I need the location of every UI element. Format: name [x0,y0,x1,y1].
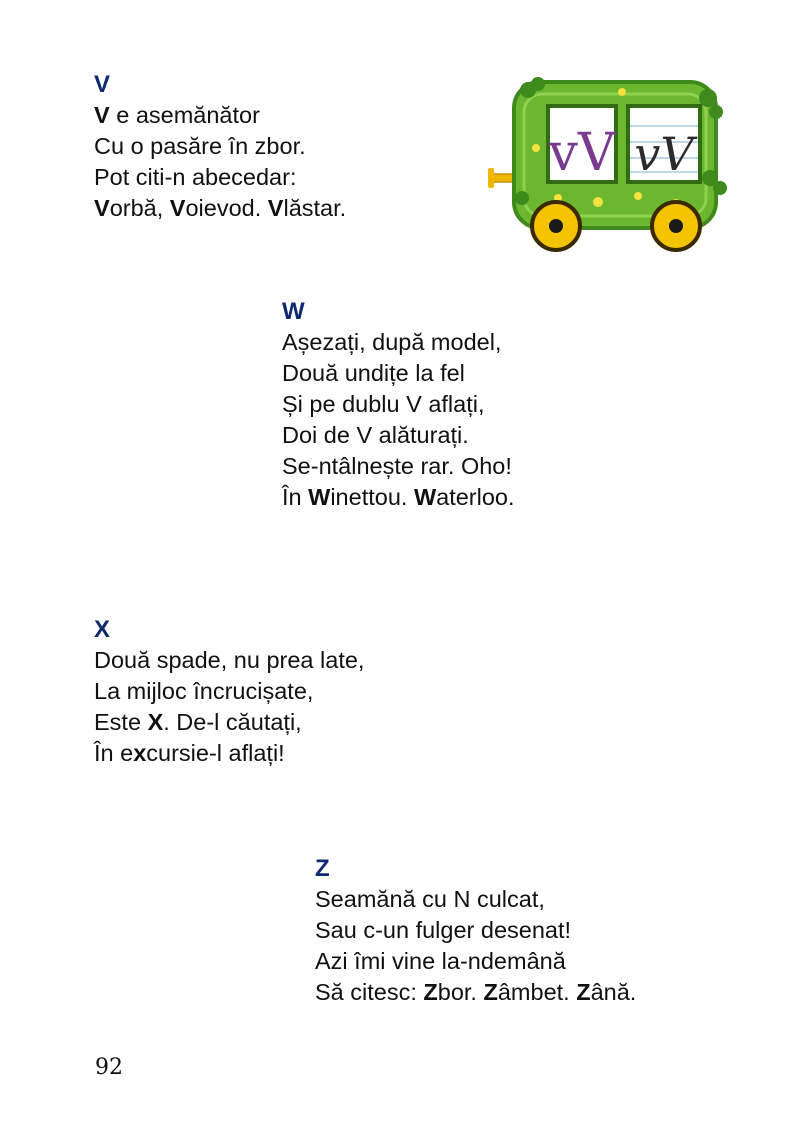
wagon-svg [478,68,728,258]
stanza-heading: W [282,298,305,325]
hitch-end [488,168,494,188]
poem-line: Și pe dublu V aflați, [282,391,485,417]
poem-line: În excursie-l aflați! [94,740,285,766]
stanza-heading: X [94,616,111,643]
script-letters: vV [634,127,694,181]
poem-line: Azi îmi vine la-ndemână [315,948,566,974]
poem-line: Vorbă, Voievod. Vlăstar. [94,195,347,221]
stanza-v [94,69,346,224]
print-letters: vV [548,123,616,183]
stanza-lines [94,100,346,224]
stanza-lines [282,327,515,513]
stanza-heading: V [94,71,111,98]
poem-line: Doi de V alăturați. [282,422,469,448]
wheel-right [652,202,700,250]
stanza-lines [315,884,636,1008]
stanza-x [94,614,364,769]
poem-line: Două spade, nu prea late, [94,647,365,673]
page-number: 92 [95,1055,123,1080]
poem-line: Două undițe la fel [282,360,465,386]
stanza-w [282,296,515,513]
poem-line: Cu o pasăre în zbor. [94,133,306,159]
poem-line: Sau c-un fulger desenat! [315,917,572,943]
poem-line: Așezați, după model, [282,329,502,355]
poem-line: În Winettou. Waterloo. [282,484,515,510]
poem-line: Se-ntâlnește rar. Oho! [282,453,512,479]
stanza-heading: Z [315,855,330,882]
poem-line: Este X. De-l căutați, [94,709,302,735]
wheel-left [532,202,580,250]
poem-line: La mijloc încrucișate, [94,678,314,704]
poem-line: Seamănă cu N culcat, [315,886,545,912]
poem-line: V e asemănător [94,102,260,128]
stanza-lines [94,645,364,769]
poem-line: Pot citi-n abecedar: [94,164,297,190]
letter-wagon-illustration [478,68,728,258]
stanza-z [315,853,636,1008]
poem-line: Să citesc: Zbor. Zâmbet. Zână. [315,979,637,1005]
